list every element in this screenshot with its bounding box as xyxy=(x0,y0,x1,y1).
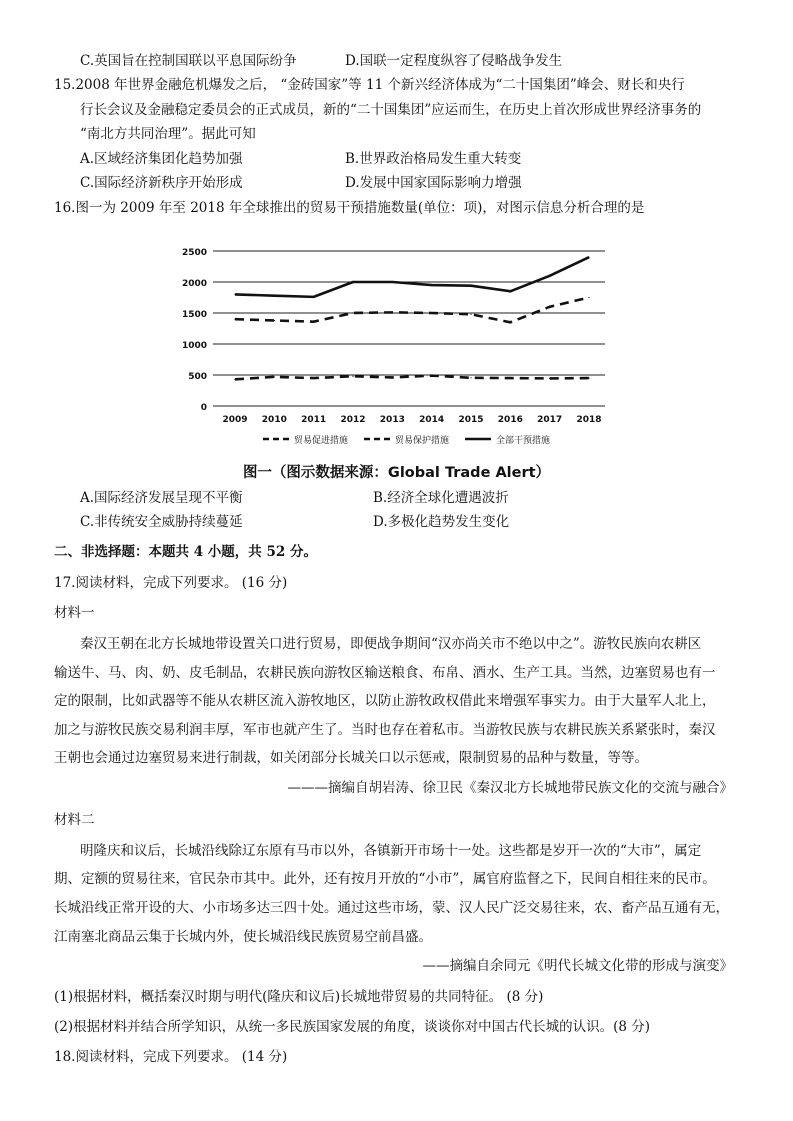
q15-option-d: D.发展中国家国际影响力增强 xyxy=(345,175,522,191)
series-line-3 xyxy=(235,257,589,297)
q17-stem: 17.阅读材料，完成下列要求。 (16 分) xyxy=(54,575,288,591)
x-tick-label: 2011 xyxy=(301,415,327,425)
data-point xyxy=(588,378,589,379)
series-line-2 xyxy=(235,298,589,323)
data-point xyxy=(549,378,550,379)
x-tick-label: 2017 xyxy=(537,415,563,425)
chart-y-tick-labels xyxy=(182,248,207,413)
data-point xyxy=(352,281,353,282)
material-1-line-1: 秦汉王朝在北方长城地带设置关口进行贸易，即便战争期间“汉亦尚关市不绝以中之”。游牧民族向农耕区 xyxy=(80,636,702,652)
data-point xyxy=(313,321,314,322)
x-tick-label: 2009 xyxy=(222,415,248,425)
q14-option-c: C.英国旨在控制国联以平息国际纷争 xyxy=(80,53,297,69)
material-2-line-4: 江南塞北商品云集于长城内外，使长城沿线民族贸易空前昌盛。 xyxy=(54,929,432,945)
data-point xyxy=(510,291,511,292)
q15-option-c: C.国际经济新秩序开始形成 xyxy=(80,175,243,191)
material-2-line-1: 明隆庆和议后，长城沿线除辽东原有马市以外，各镇新开市场十一处。这些都是岁开一次的“大市”，属定 xyxy=(80,843,702,859)
data-point xyxy=(392,312,393,313)
material-2-label: 材料二 xyxy=(54,812,95,828)
trade-intervention-line-chart xyxy=(181,236,615,451)
data-point xyxy=(470,314,471,315)
material-2-line-3: 长城沿线正常开设的大、小市场多达三四十处。通过这些市场，蒙、汉人民广泛交易往来，农、畜产品互通有无， xyxy=(54,900,729,916)
chart-series xyxy=(234,257,589,380)
chart-caption: 图一（图示数据来源：Global Trade Alert） xyxy=(242,465,551,481)
chart-legend xyxy=(263,434,550,446)
y-tick-label: 2000 xyxy=(181,279,207,289)
data-point xyxy=(588,297,589,298)
data-point xyxy=(234,294,235,295)
q16-option-d: D.多极化趋势发生变化 xyxy=(373,514,510,530)
y-tick-label: 1500 xyxy=(181,310,207,320)
q16-stem: 16.图一为 2009 年至 2018 年全球推出的贸易干预措施数量(单位：项)，对图示信息分析合理的是 xyxy=(54,200,645,216)
data-point xyxy=(352,312,353,313)
material-1-line-2: 输送牛、马、肉、奶、皮毛制品，农耕民族向游牧区输送粮食、布帛、酒水、生产工具。当然，边塞贸易也有一 xyxy=(54,665,716,681)
legend-label-2: 贸易保护措施 xyxy=(395,436,450,446)
data-point xyxy=(431,375,432,376)
q15-option-b: B.世界政治格局发生重大转变 xyxy=(345,151,522,167)
x-tick-label: 2013 xyxy=(379,415,405,425)
legend-label-3: 全部干预措施 xyxy=(496,436,551,446)
data-point xyxy=(549,275,550,276)
q16-option-b: B.经济全球化遭遇波折 xyxy=(373,490,509,506)
q17-requirement-2: (2)根据材料并结合所学知识，从统一多民族国家发展的角度，谈谈你对中国古代长城的认识。(8 分) xyxy=(54,1019,651,1035)
material-1-label: 材料一 xyxy=(54,605,95,621)
material-1-line-4: 加之与游牧民族交易利润丰厚，军市也就产生了。当时也存在着私市。当游牧民族与农耕民族关系紧张时，秦汉 xyxy=(54,722,716,738)
data-point xyxy=(234,319,235,320)
data-point xyxy=(352,376,353,377)
q15-stem-line-1: 15.2008 年世界金融危机爆发之后， “金砖国家”等 11 个新兴经济体成为“二十国集团”峰会、财长和央行 xyxy=(54,77,685,93)
data-point xyxy=(274,320,275,321)
q16-option-a: A.国际经济发展呈现不平衡 xyxy=(80,490,243,506)
x-tick-label: 2015 xyxy=(458,415,484,425)
q15-stem-line-3: “南北方共同治理”。据此可知 xyxy=(80,126,256,142)
chart-x-tick-labels xyxy=(222,415,601,425)
y-tick-label: 1000 xyxy=(181,341,207,351)
data-point xyxy=(549,306,550,307)
q15-option-a: A.区域经济集团化趋势加强 xyxy=(80,151,243,167)
data-point xyxy=(313,296,314,297)
data-point xyxy=(234,379,235,380)
data-point xyxy=(313,378,314,379)
q14-option-d: D.国联一定程度纵容了侵略战争发生 xyxy=(345,53,563,69)
data-point xyxy=(392,377,393,378)
data-point xyxy=(274,295,275,296)
data-point xyxy=(510,322,511,323)
material-1-line-3: 定的限制，比如武器等不能从农耕区流入游牧地区，以防止游牧政权借此来增强军事实力。由于大量军人北上， xyxy=(54,693,716,709)
y-tick-label: 2500 xyxy=(181,248,207,258)
data-point xyxy=(470,377,471,378)
material-1-line-5: 王朝也会通过边塞贸易来进行制裁，如关闭部分长城关口以示惩戒，限制贸易的品种与数量，等等。 xyxy=(54,750,648,766)
x-tick-label: 2014 xyxy=(419,415,445,425)
q15-stem-line-2: 行长会议及金融稳定委员会的正式成员，新的“二十国集团”应运而生，在历史上首次形成世界经济事务的 xyxy=(80,102,702,118)
x-tick-label: 2018 xyxy=(576,415,602,425)
q16-option-c: C.非传统安全威胁持续蔓延 xyxy=(80,514,243,530)
y-tick-label: 500 xyxy=(188,372,207,382)
x-tick-label: 2012 xyxy=(340,415,366,425)
data-point xyxy=(470,285,471,286)
x-tick-label: 2010 xyxy=(261,415,287,425)
material-2-source: ——摘编自余同元《明代长城文化带的形成与演变》 xyxy=(422,958,733,974)
material-1-source: ———摘编自胡岩涛、徐卫民《秦汉北方长城地带民族文化的交流与融合》 xyxy=(287,780,733,796)
q18-stem: 18.阅读材料，完成下列要求。 (14 分) xyxy=(54,1049,288,1065)
chart-gridlines xyxy=(213,251,605,406)
y-tick-label: 0 xyxy=(200,403,207,413)
section-heading: 二、非选择题：本题共 4 小题，共 52 分。 xyxy=(54,544,317,560)
data-point xyxy=(588,257,589,258)
data-point xyxy=(274,376,275,377)
data-point xyxy=(431,312,432,313)
data-point xyxy=(431,285,432,286)
legend-label-1: 贸易促进措施 xyxy=(294,436,349,446)
material-2-line-2: 期、定额的贸易往来，官民杂市其中。此外，还有按月开放的“小市”，属官府监督之下，民间自相往来的民市。 xyxy=(54,871,716,887)
q17-requirement-1: (1)根据材料，概括秦汉时期与明代(隆庆和议后)长城地带贸易的共同特征。 (8 分) xyxy=(54,989,544,1005)
x-tick-label: 2016 xyxy=(497,415,523,425)
data-point xyxy=(510,378,511,379)
series-line-1 xyxy=(235,376,589,380)
data-point xyxy=(392,281,393,282)
